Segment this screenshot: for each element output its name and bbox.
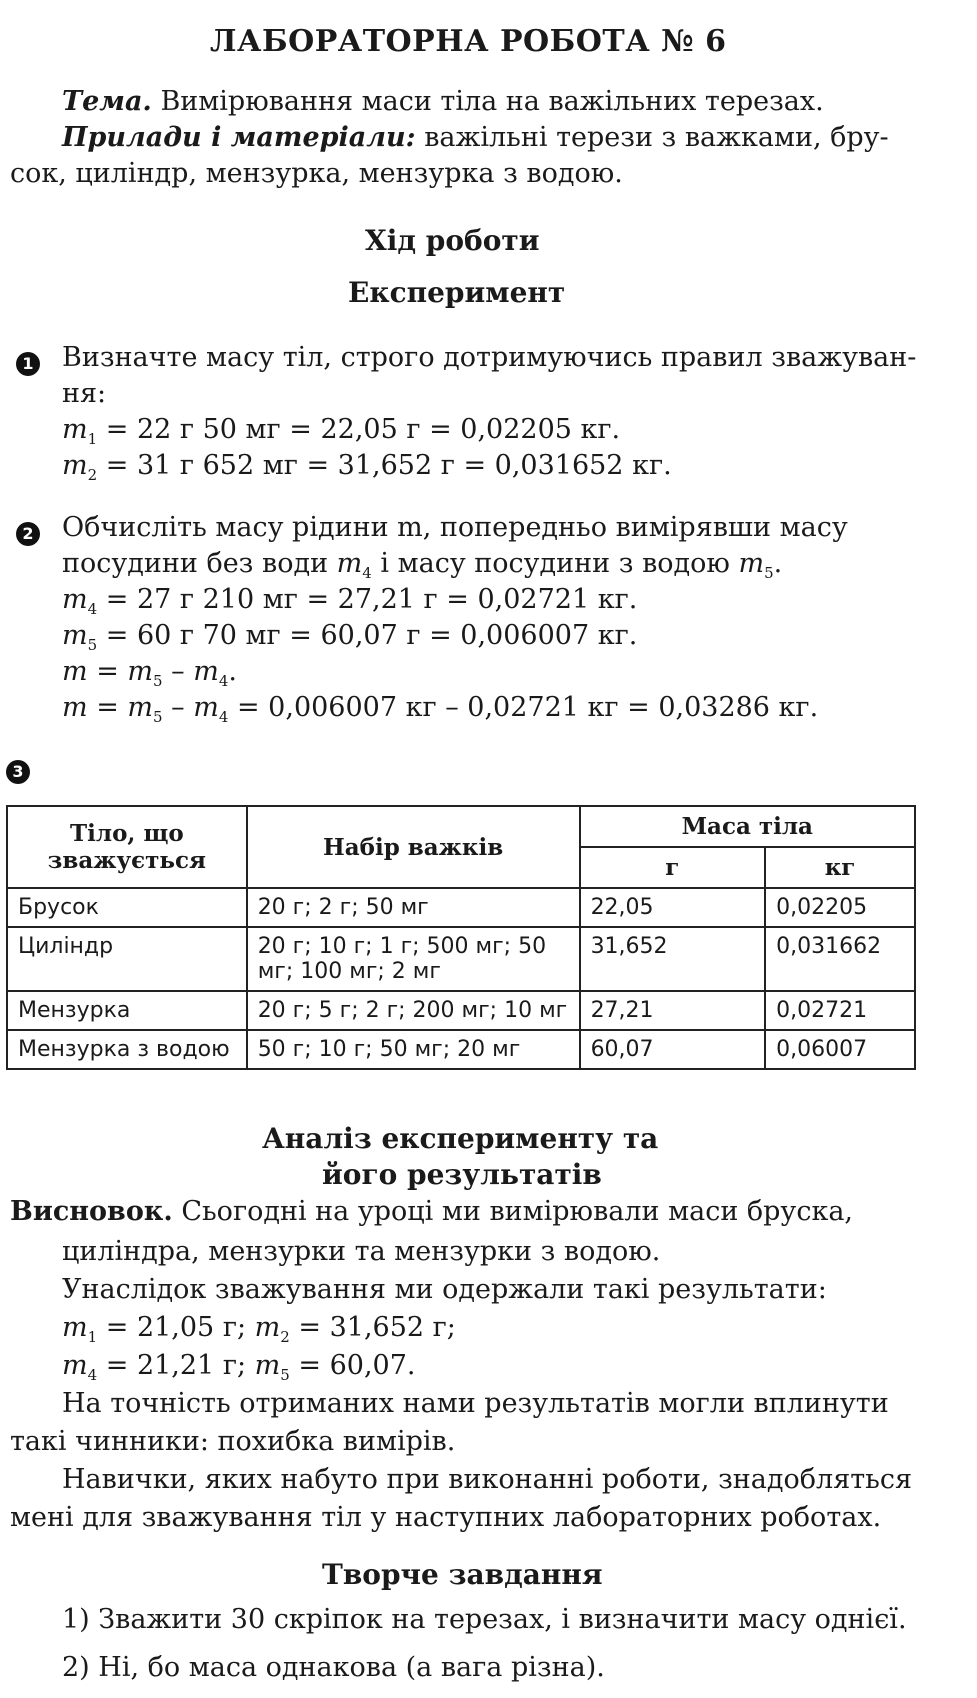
sub-index: 4 <box>362 564 372 582</box>
sub-index: 4 <box>87 600 98 618</box>
sub-index: 5 <box>153 672 163 690</box>
cell-kilograms: 0,031662 <box>765 927 915 991</box>
cell-grams: 22,05 <box>580 888 766 927</box>
step-2-marker <box>16 522 40 546</box>
header-mass: Маса тіла <box>580 806 915 847</box>
var-m: m <box>62 414 88 445</box>
cell-weights: 20 г; 10 г; 1 г; 500 мг; 50 мг; 100 мг; 2 мг <box>247 927 580 991</box>
step-2-text-1: Обчисліть масу рідини m, попередньо вимірявши масу <box>62 512 848 543</box>
var-m: m <box>62 620 88 651</box>
header-kilograms: кг <box>765 847 915 888</box>
result-part: = 21,05 г; <box>97 1312 255 1343</box>
cell-grams: 27,21 <box>580 991 766 1030</box>
cell-body: Мензурка <box>7 991 247 1030</box>
prylady-text-1: важільні терези з важками, бру- <box>424 122 889 153</box>
formula-m-diff-2: $m = m_5 - m_4 = 0,006007$ кг – 0,02721 кг = 0,03286 кг. <box>62 692 819 726</box>
var-m: m <box>738 548 765 579</box>
sub-index: 4 <box>218 708 229 726</box>
cell-weights: 20 г; 2 г; 50 мг <box>247 888 580 927</box>
result-part: = 21,21 г; <box>97 1350 255 1381</box>
step-1-marker <box>16 352 40 376</box>
formula-rest: = 31 г 652 мг = 31,652 г = 0,031652 кг. <box>97 450 672 481</box>
sub-index: 1 <box>87 1328 98 1346</box>
vysnovok-text-3: Унаслідок зважування ми одержали такі результати: <box>62 1274 827 1305</box>
var-m: m <box>62 450 88 481</box>
formula-m-diff-1: $m = m_5 - m_4$. <box>62 656 237 690</box>
tvorche-heading: Творче завдання <box>322 1558 603 1591</box>
table-row <box>7 888 915 927</box>
step-3-marker <box>6 760 30 784</box>
vysnovok-label: Висновок. <box>10 1196 173 1227</box>
table-row <box>7 1030 915 1069</box>
header-weights: Набір важків <box>247 806 580 888</box>
sub-index: 2 <box>87 466 98 484</box>
formula-m5 <box>62 620 638 654</box>
sub-index: 5 <box>764 564 774 582</box>
var-m: m <box>62 1312 88 1343</box>
sub-index: 2 <box>280 1328 290 1346</box>
var-m: m <box>254 1312 281 1343</box>
text-part: . <box>773 548 783 579</box>
var-m: m <box>127 692 154 723</box>
prylady-line <box>62 122 889 153</box>
result-part: = 31,652 г; <box>289 1312 456 1343</box>
text-part: і масу посудини з водою <box>371 548 739 579</box>
analysis-heading-2: його результатів <box>322 1158 602 1191</box>
var-m: m <box>62 1350 88 1381</box>
prylady-label: Прилади і матеріали: <box>62 122 416 153</box>
tema-line <box>62 86 824 117</box>
tochnist-text-2: такі чинники: похибка вимірів. <box>10 1426 456 1457</box>
sub-index: 1 <box>87 430 98 448</box>
formula-m2 <box>62 450 672 484</box>
tema-label: Тема. <box>62 86 152 117</box>
result-part: = 60,07. <box>289 1350 416 1381</box>
var-m: m <box>62 584 88 615</box>
cell-grams: 60,07 <box>580 1030 766 1069</box>
var-m: m <box>193 692 219 723</box>
tema-text: Вимірювання маси тіла на важільних терезах. <box>160 86 824 117</box>
vysnovok-line-1 <box>10 1196 853 1227</box>
step-number: 1 <box>16 352 40 376</box>
cell-body: Циліндр <box>7 927 247 991</box>
var-m: m <box>62 692 88 723</box>
formula-rest: = 0,006007 кг – 0,02721 кг = 0,03286 кг. <box>228 692 819 723</box>
cell-kilograms: 0,06007 <box>765 1030 915 1069</box>
hid-roboty-heading: Хід роботи <box>365 224 540 257</box>
table-header-row <box>7 806 915 847</box>
vysnovok-text-2: циліндра, мензурки та мензурки з водою. <box>62 1236 661 1267</box>
navychky-text-2: мені для зважування тіл у наступних лабораторних роботах. <box>10 1502 882 1533</box>
table-row <box>7 927 915 991</box>
step-number: 3 <box>6 760 30 784</box>
sub-index: 5 <box>87 636 98 654</box>
header-grams: г <box>580 847 766 888</box>
sub-index: 5 <box>280 1366 290 1384</box>
vysnovok-text-1: Сьогодні на уроці ми вимірювали маси бруска, <box>181 1196 853 1227</box>
cell-weights: 20 г; 5 г; 2 г; 200 мг; 10 мг <box>247 991 580 1030</box>
formula-rest: . <box>228 656 237 687</box>
text-part: посудини без води <box>62 548 337 579</box>
analysis-heading-1: Аналіз експерименту та <box>262 1122 659 1155</box>
cell-body: Мензурка з водою <box>7 1030 247 1069</box>
formula-rest: = 27 г 210 мг = 27,21 г = 0,02721 кг. <box>97 584 638 615</box>
result-line-2 <box>62 1350 416 1384</box>
cell-weights: 50 г; 10 г; 50 мг; 20 мг <box>247 1030 580 1069</box>
eksperyment-heading: Експеримент <box>348 276 566 309</box>
var-m: m <box>254 1350 281 1381</box>
step-number: 2 <box>16 522 40 546</box>
tochnist-text-1: На точність отриманих нами результатів могли вплинути <box>62 1388 889 1419</box>
header-body: Тіло, що зважується <box>7 806 247 888</box>
formula-m4 <box>62 584 638 618</box>
prylady-text-2: сок, циліндр, мензурка, мензурка з водою. <box>10 158 623 189</box>
var-m: m <box>62 656 88 687</box>
step-1-text-2: ня: <box>62 378 107 409</box>
tvorche-item-2: 2) Ні, бо маса однакова (а вага різна). <box>62 1652 605 1683</box>
navychky-text-1: Навички, яких набуто при виконанні роботи, знадобляться <box>62 1464 913 1495</box>
formula-m1 <box>62 414 621 448</box>
table-row <box>7 991 915 1030</box>
result-line-1 <box>62 1312 456 1346</box>
sub-index: 4 <box>218 672 229 690</box>
tvorche-item-1: 1) Зважити 30 скріпок на терезах, і визначити масу однієї. <box>62 1604 907 1635</box>
sub-index: 4 <box>87 1366 98 1384</box>
mass-table <box>6 805 916 1070</box>
var-m: m <box>193 656 219 687</box>
page-title: ЛАБОРАТОРНА РОБОТА № 6 <box>210 24 727 59</box>
cell-kilograms: 0,02205 <box>765 888 915 927</box>
var-m: m <box>336 548 363 579</box>
sub-index: 5 <box>153 708 163 726</box>
cell-kilograms: 0,02721 <box>765 991 915 1030</box>
step-1-text-1: Визначте масу тіл, строго дотримуючись правил зважуван- <box>62 342 917 373</box>
var-m: m <box>127 656 154 687</box>
step-2-text-2 <box>62 548 783 582</box>
formula-rest: = 22 г 50 мг = 22,05 г = 0,02205 кг. <box>97 414 621 445</box>
formula-rest: = 60 г 70 мг = 60,07 г = 0,006007 кг. <box>97 620 638 651</box>
cell-grams: 31,652 <box>580 927 766 991</box>
cell-body: Брусок <box>7 888 247 927</box>
